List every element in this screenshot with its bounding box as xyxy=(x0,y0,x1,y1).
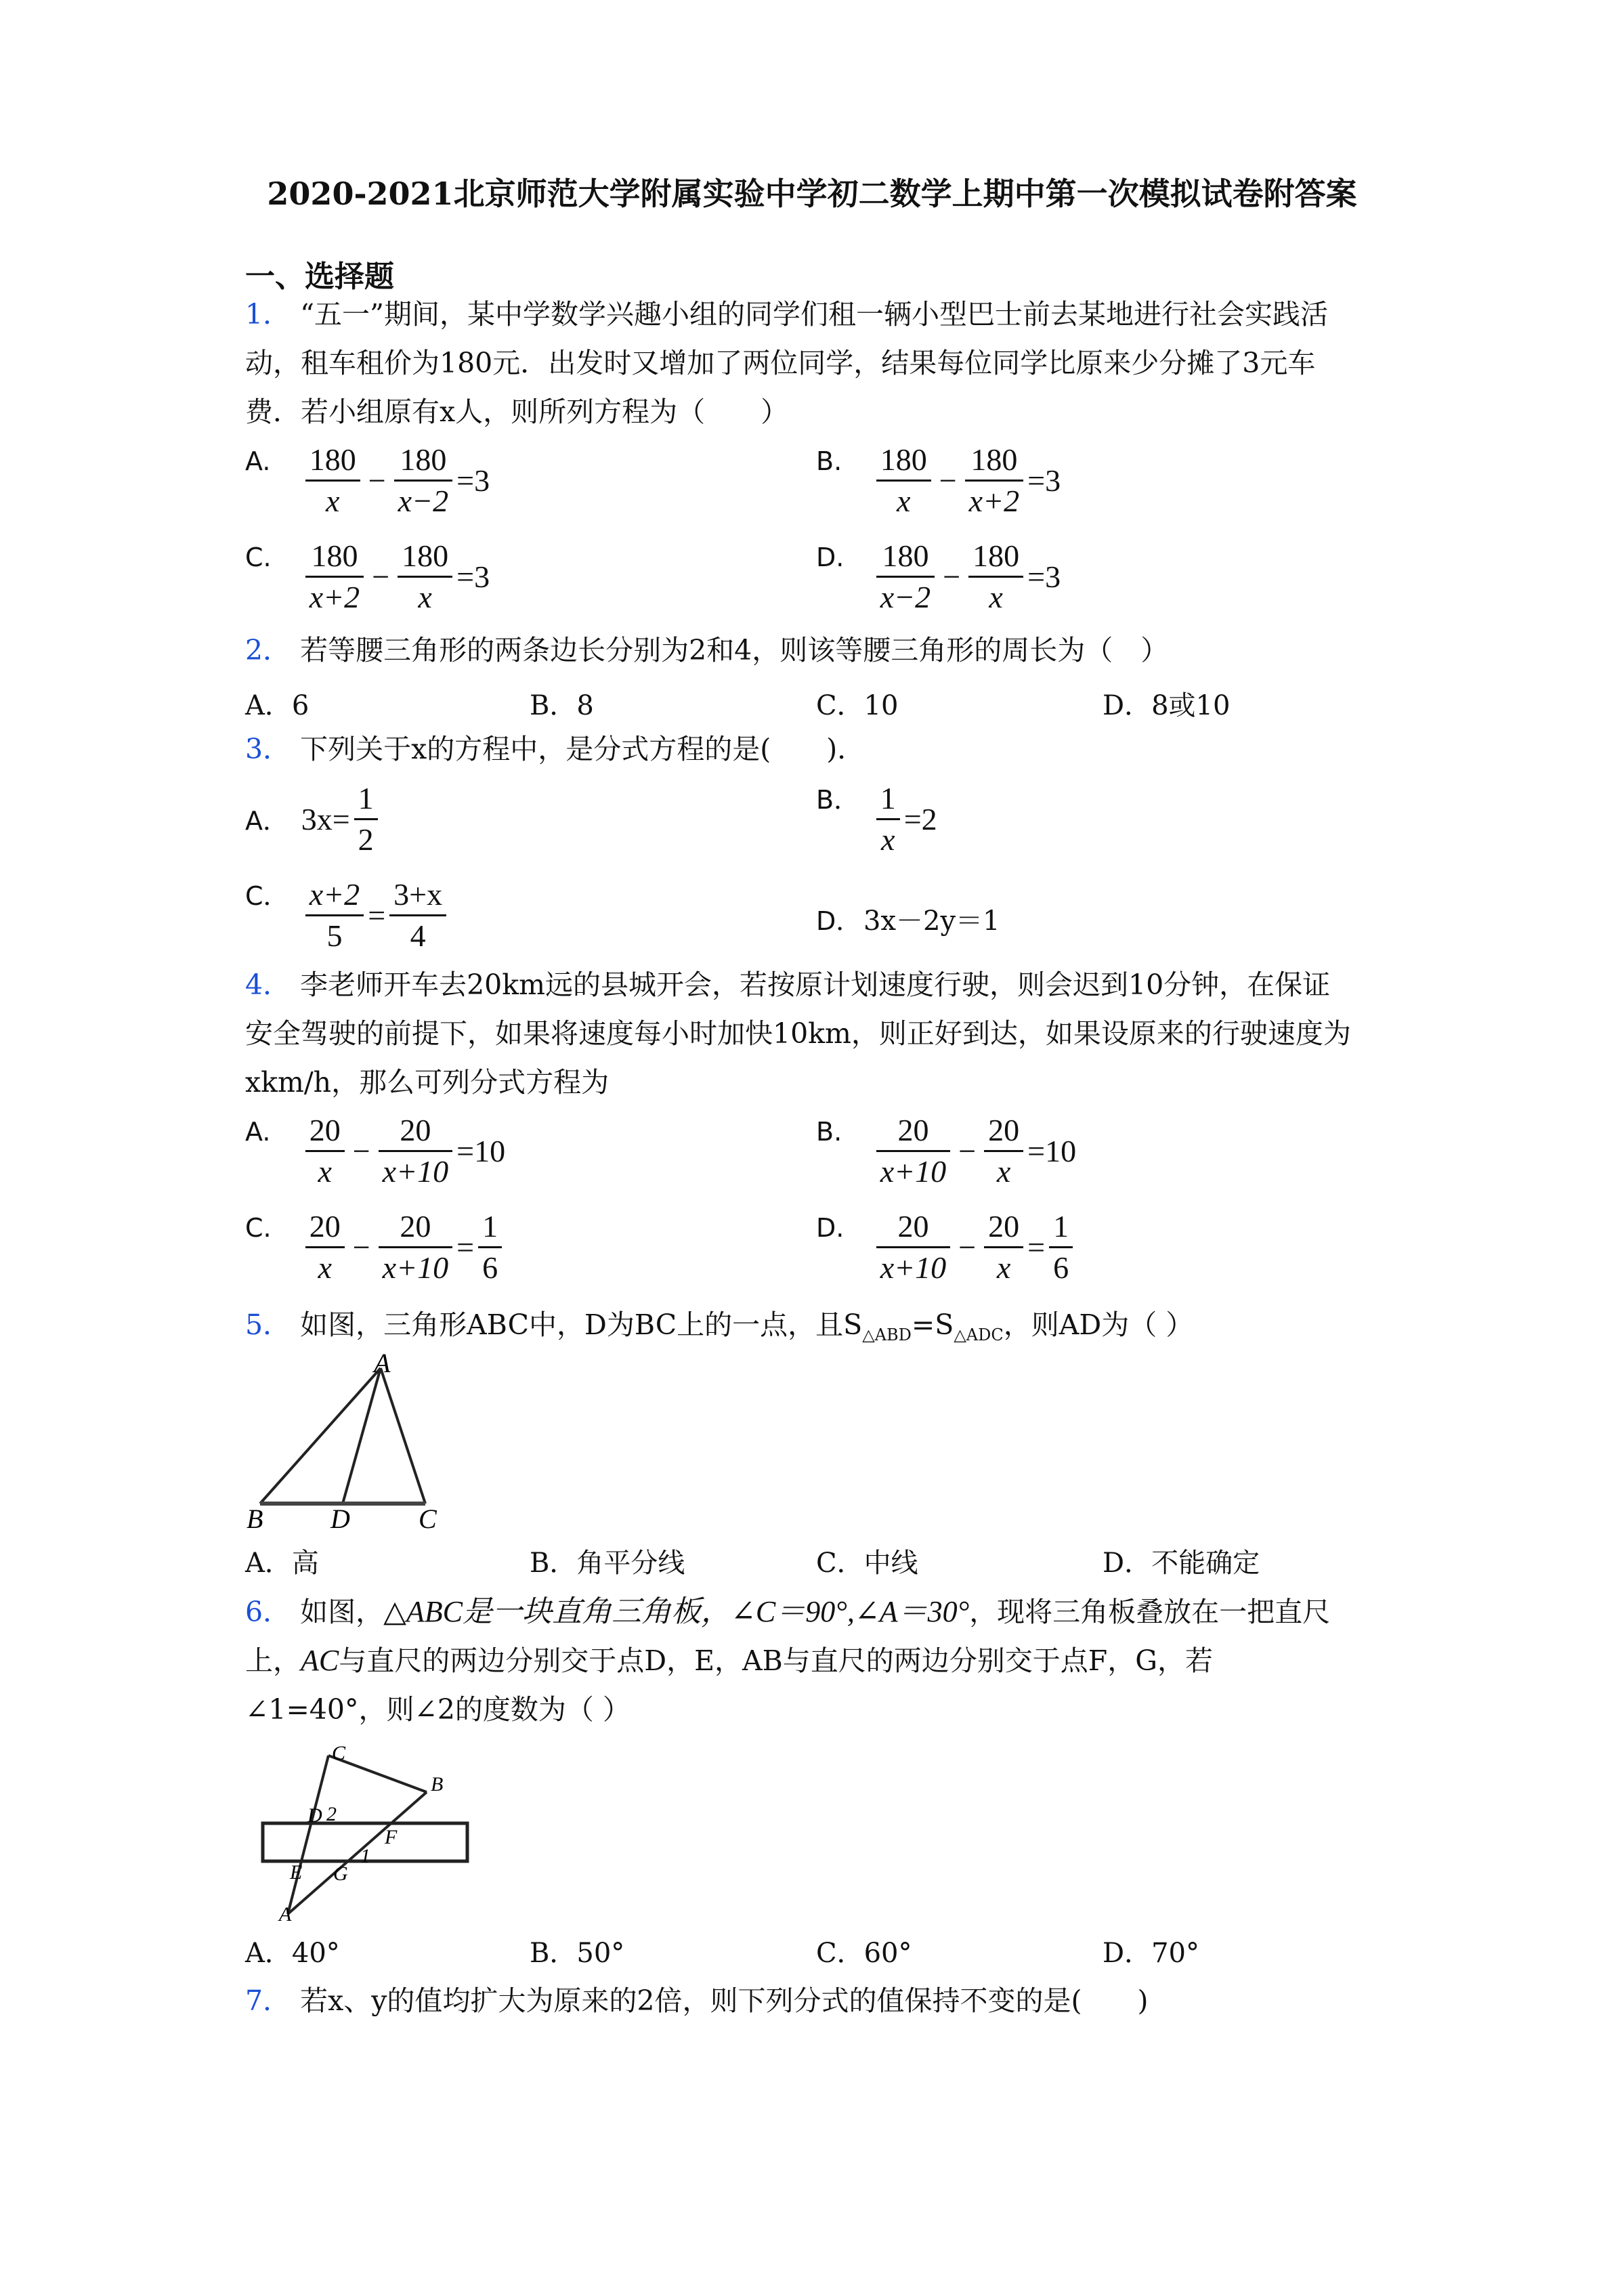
option-c[interactable]: C. $\frac{180}{x+2}$ − $\frac{180}{x}$ =3 xyxy=(245,538,490,614)
label-a: A xyxy=(374,1353,391,1378)
option-b[interactable]: B．角平分线 xyxy=(530,1548,685,1579)
label-c: C xyxy=(332,1743,346,1764)
label-2: 2 xyxy=(326,1803,337,1825)
question-text: 安全驾驶的前提下，如果将速度每小时加快10km，则正好到达，如果设原来的行驶速度为 xyxy=(245,1017,1351,1050)
option-c[interactable]: C. $\frac{20}{x}$ − $\frac{20}{x+10}$ = $\frac{1}{6}$ xyxy=(245,1207,506,1288)
option-c[interactable]: C．中线 xyxy=(816,1548,918,1579)
section-heading: 一、选择题 xyxy=(245,259,394,294)
label-1: 1 xyxy=(360,1845,370,1867)
label-b: B xyxy=(431,1773,444,1795)
option-d[interactable]: D．8或10 xyxy=(1103,690,1231,721)
question-7 xyxy=(245,1976,1148,2025)
question-text: “五一”期间，某中学数学兴趣小组的同学们租一辆小型巴士前去某地进行社会实践活 xyxy=(300,298,1329,331)
option-b[interactable]: B．50° xyxy=(530,1938,625,1969)
question-2 xyxy=(245,626,1168,675)
option-a[interactable]: A. $\frac{180}{x}$ − $\frac{180}{x-2}$ =3 xyxy=(245,442,490,518)
option-d[interactable]: D．3x－2y＝1 xyxy=(816,906,1000,937)
question-6: 6． 如图，△ABC是一块直角三角板，∠C＝90°,∠A＝30°，现将三角板叠放在一把直尺 上，AC与直尺的两边分别交于点D，E，AB与直尺的两边分别交于点F，G，若 ∠1=40°，则∠2的度数为（ ） xyxy=(245,1595,1331,1726)
option-c[interactable]: C． $\frac{x+2}{5}$ = $\frac{3+x}{4}$ xyxy=(245,875,450,956)
question-number: 4． xyxy=(245,969,291,1001)
question-3 xyxy=(245,725,865,773)
question-number: 6． xyxy=(245,1596,291,1628)
question-text: 若等腰三角形的两条边长分别为2和4，则该等腰三角形的周长为（ ） xyxy=(300,634,1169,666)
label-f: F xyxy=(385,1826,398,1848)
option-b[interactable]: B. $\frac{180}{x}$ − $\frac{180}{x+2}$ =3 xyxy=(816,442,1061,518)
question-text: 动，租车租价为180元．出发时又增加了两位同学，结果每位同学比原来少分摊了3元车 xyxy=(245,347,1316,379)
option-b[interactable]: B. $\frac{20}{x+10}$ − $\frac{20}{x}$ =10 xyxy=(816,1113,1077,1189)
option-d[interactable]: D．70° xyxy=(1103,1938,1199,1969)
question-text: xkm/h，那么可列分式方程为 xyxy=(245,1066,610,1099)
option-a[interactable]: A．40° xyxy=(245,1938,340,1969)
label-b: B xyxy=(247,1504,263,1534)
option-d[interactable]: D. $\frac{180}{x-2}$ − $\frac{180}{x}$ =3 xyxy=(816,538,1061,614)
option-a[interactable]: A． 3x= $\frac{1}{2}$ xyxy=(245,779,382,859)
option-c[interactable]: C．60° xyxy=(816,1938,912,1969)
option-a[interactable]: A．6 xyxy=(245,690,309,721)
label-a: A xyxy=(279,1903,292,1926)
ruler-triangle-figure xyxy=(251,1743,474,1926)
option-c[interactable]: C．10 xyxy=(816,690,899,721)
option-b[interactable]: B． $\frac{1}{x}$ =2 xyxy=(816,781,937,857)
question-number: 2． xyxy=(245,634,291,666)
label-e: E xyxy=(290,1861,303,1884)
label-g: G xyxy=(333,1863,348,1885)
option-d[interactable]: D．不能确定 xyxy=(1103,1548,1260,1579)
label-d: D xyxy=(330,1504,350,1534)
label-d: D xyxy=(307,1804,322,1827)
triangle-abc-figure xyxy=(244,1353,461,1536)
option-a[interactable]: A. $\frac{20}{x}$ − $\frac{20}{x+10}$ =10 xyxy=(245,1113,506,1189)
question-4 xyxy=(245,960,1351,1107)
question-1 xyxy=(245,290,1328,436)
question-text: 下列关于x的方程中，是分式方程的是( )． xyxy=(300,733,866,765)
question-number: 5． xyxy=(245,1309,291,1341)
option-d[interactable]: D. $\frac{20}{x+10}$ − $\frac{20}{x}$ = $\frac{1}{6}$ xyxy=(816,1207,1077,1288)
label-c: C xyxy=(419,1504,437,1534)
question-number: 7． xyxy=(245,1984,291,2017)
question-5: 5． 如图，三角形ABC中，D为BC上的一点，且$S_{\triangle ABD}=S_{\triangle ADC}$，则AD为（ ） xyxy=(245,1309,1194,1345)
question-number: 3． xyxy=(245,733,291,765)
option-b[interactable]: B．8 xyxy=(530,690,594,721)
question-number: 1． xyxy=(245,298,291,331)
question-text: 若x、y的值均扩大为原来的2倍，则下列分式的值保持不变的是( ) xyxy=(300,1984,1149,2017)
page-title: 2020-2021北京师范大学附属实验中学初二数学上期中第一次模拟试卷附答案 xyxy=(267,175,1357,212)
question-text: 李老师开车去20km远的县城开会，若按原计划速度行驶，则会迟到10分钟，在保证 xyxy=(300,969,1331,1001)
option-a[interactable]: A．高 xyxy=(245,1548,319,1579)
question-text: 费．若小组原有x人，则所列方程为（ ） xyxy=(245,396,789,428)
